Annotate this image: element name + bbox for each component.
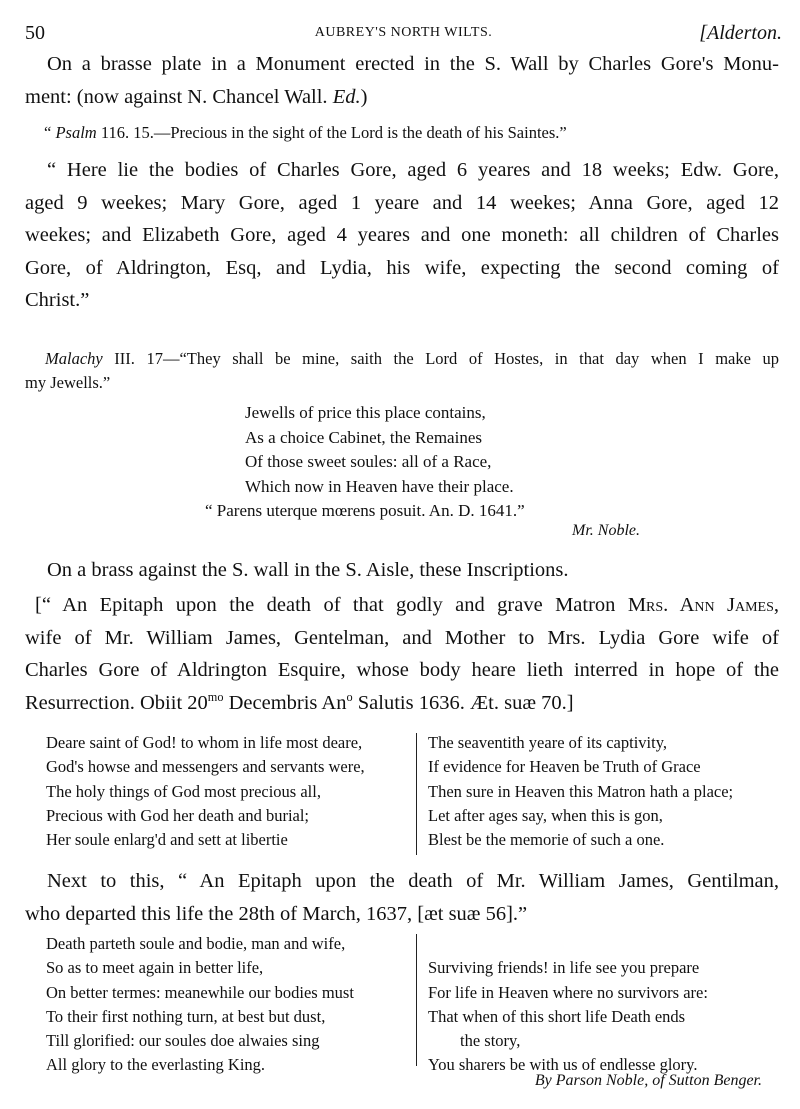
text-line: [25, 622, 779, 655]
text-segment: ment: (now against N. Chancel Wall.: [25, 85, 333, 108]
text-segment: “ Parens uterque mœrens posuit. An. D. 1641.”: [205, 501, 525, 520]
text-segment: who departed this life the 28th of March, 1637, [æt suæ 56].”: [25, 902, 528, 925]
text-line: [44, 121, 567, 145]
text-line: [245, 426, 525, 451]
verse-ann-james: [46, 731, 786, 856]
verse-line: Her soule enlarg'd and sett at libertie: [46, 830, 288, 850]
verse-line: The holy things of God most precious all,: [46, 781, 321, 801]
superscript-text: o: [346, 689, 353, 704]
text-segment: aged 9 weekes; Mary Gore, aged 1 yeare and 14 weekes; Anna Gore, aged 12: [25, 191, 779, 214]
text-segment: wife of Mr. William James, Gentelman, and Mother to Mrs. Lydia Gore wife of: [25, 626, 779, 649]
text-line: [25, 371, 779, 395]
verse-line: God's howse and messengers and servants were,: [46, 757, 365, 777]
verse-line: Let after ages say, when this is gon,: [428, 805, 663, 825]
verse-line: The seaventith yeare of its captivity,: [428, 733, 668, 752]
text-segment: 116. 15.—Precious in the sight of the Lord is the death of his Saintes.”: [96, 123, 567, 142]
paragraph-ann-james-epitaph: [25, 589, 779, 719]
paragraph-gore-children: [25, 154, 779, 317]
text-segment: On a brasse plate in a Monument erected in the S. Wall by Charles Gore's Monu-: [47, 53, 779, 75]
text-segment: Salutis 1636. Æt. suæ 70.]: [352, 691, 574, 714]
text-line: [25, 252, 779, 285]
text-line: [25, 865, 779, 898]
text-line: [25, 187, 779, 220]
verse-line: On better termes: meanewhile our bodies must: [46, 982, 354, 1002]
text-segment: “: [44, 123, 56, 142]
text-line: [25, 154, 779, 187]
text-segment: Gore, of Aldrington, Esq, and Lydia, his wife, expecting the second coming of: [25, 256, 779, 279]
verse-line: You sharers be with us of endlesse glory.: [428, 1055, 698, 1075]
text-line: [245, 401, 525, 426]
text-line: [25, 347, 779, 371]
verse-left-column: [46, 731, 365, 852]
text-segment: ,: [773, 594, 779, 616]
verse-line: For life in Heaven where no survivors are:: [428, 982, 708, 1002]
text-segment: [“ An Epitaph upon the death of that godly and grave Matron: [35, 594, 628, 616]
signature-parson-noble: By Parson Noble, of Sutton Benger.: [534, 1072, 762, 1089]
verse-line: Then sure in Heaven this Matron hath a place;: [428, 781, 734, 801]
small-caps-text: Mrs. Ann James: [627, 594, 774, 616]
verse-line: To their first nothing turn, at best but dust,: [46, 1006, 326, 1026]
running-title: AUBREY'S NORTH WILTS.: [314, 25, 493, 40]
text-line: [25, 48, 779, 81]
psalm-quote: [44, 121, 567, 145]
text-segment: Christ.”: [25, 289, 90, 311]
attribution-mr-noble: Mr. Noble.: [572, 522, 640, 539]
paragraph-william-james: [25, 865, 779, 930]
text-segment: III. 17—“They shall be mine, saith the Lord of Hostes, in that day when I make up: [102, 349, 779, 368]
text-line: [25, 284, 779, 317]
verse-right-column: [428, 956, 708, 1077]
jewells-poem: [205, 401, 525, 524]
text-line: [25, 654, 779, 687]
text-segment: Decembris An: [223, 691, 347, 714]
text-line: [25, 219, 779, 252]
text-segment: Resurrection. Obiit 20: [25, 691, 208, 714]
text-segment: On a brass against the S. wall in the S. Aisle, these Inscriptions.: [47, 559, 569, 581]
verse-william-james: [46, 932, 786, 1075]
section-title: [Alderton.: [699, 22, 782, 44]
verse-line: Deare saint of God! to whom in life most deare,: [46, 733, 363, 752]
verse-line: Precious with God her death and burial;: [46, 805, 310, 825]
text-line: [245, 450, 525, 475]
text-segment: As a choice Cabinet, the Remaines: [245, 427, 482, 447]
verse-right-column: [428, 731, 733, 852]
verse-line: Blest be the memorie of such a one.: [428, 830, 665, 850]
paragraph-brasse-plate: [25, 48, 779, 113]
malachy-quote: [25, 347, 779, 395]
text-segment: weekes; and Elizabeth Gore, aged 4 yeares and one moneth: all children of Charles: [25, 224, 779, 246]
text-line: [25, 589, 779, 622]
italic-text: Ed.: [332, 85, 361, 108]
verse-line: All glory to the everlasting King.: [46, 1055, 266, 1075]
text-segment: Charles Gore of Aldrington Esquire, whose body heare lieth interred in hope of the: [25, 659, 779, 681]
verse-line: Till glorified: our soules doe alwaies sing: [46, 1031, 320, 1051]
text-segment: Which now in Heaven have their place.: [245, 476, 514, 496]
text-line: [25, 687, 779, 720]
verse-line: That when of this short life Death ends: [428, 1006, 686, 1026]
text-line: [245, 475, 525, 500]
verse-line: So as to meet again in better life,: [46, 958, 264, 978]
italic-text: Malachy: [45, 349, 103, 368]
text-segment: Next to this, “ An Epitaph upon the death of Mr. William James, Gentilman,: [47, 870, 779, 892]
text-segment: ): [360, 85, 368, 108]
text-line: [25, 81, 779, 114]
text-segment: “ Here lie the bodies of Charles Gore, aged 6 yeares and 18 weeks; Edw. Gore,: [47, 159, 779, 181]
text-line: [47, 554, 569, 587]
text-segment: Of those sweet soules: all of a Race,: [245, 452, 492, 471]
verse-line: Death parteth soule and bodie, man and wife,: [46, 934, 346, 953]
text-line: [205, 499, 525, 524]
text-line: [25, 898, 779, 931]
text-segment: my Jewells.”: [25, 373, 111, 392]
paragraph-brass-s-aisle: [47, 554, 569, 587]
verse-line: If evidence for Heaven be Truth of Grace: [428, 757, 701, 777]
italic-text: Psalm: [55, 123, 97, 142]
verse-left-column: [46, 932, 354, 1078]
verse-line: Surviving friends! in life see you prepare: [428, 958, 700, 978]
text-segment: Jewells of price this place contains,: [245, 403, 486, 422]
page-number: 50: [25, 22, 45, 44]
superscript-text: mo: [207, 689, 224, 704]
column-divider: [416, 934, 417, 1066]
verse-line: the story,: [460, 1031, 521, 1051]
column-divider: [416, 733, 417, 855]
